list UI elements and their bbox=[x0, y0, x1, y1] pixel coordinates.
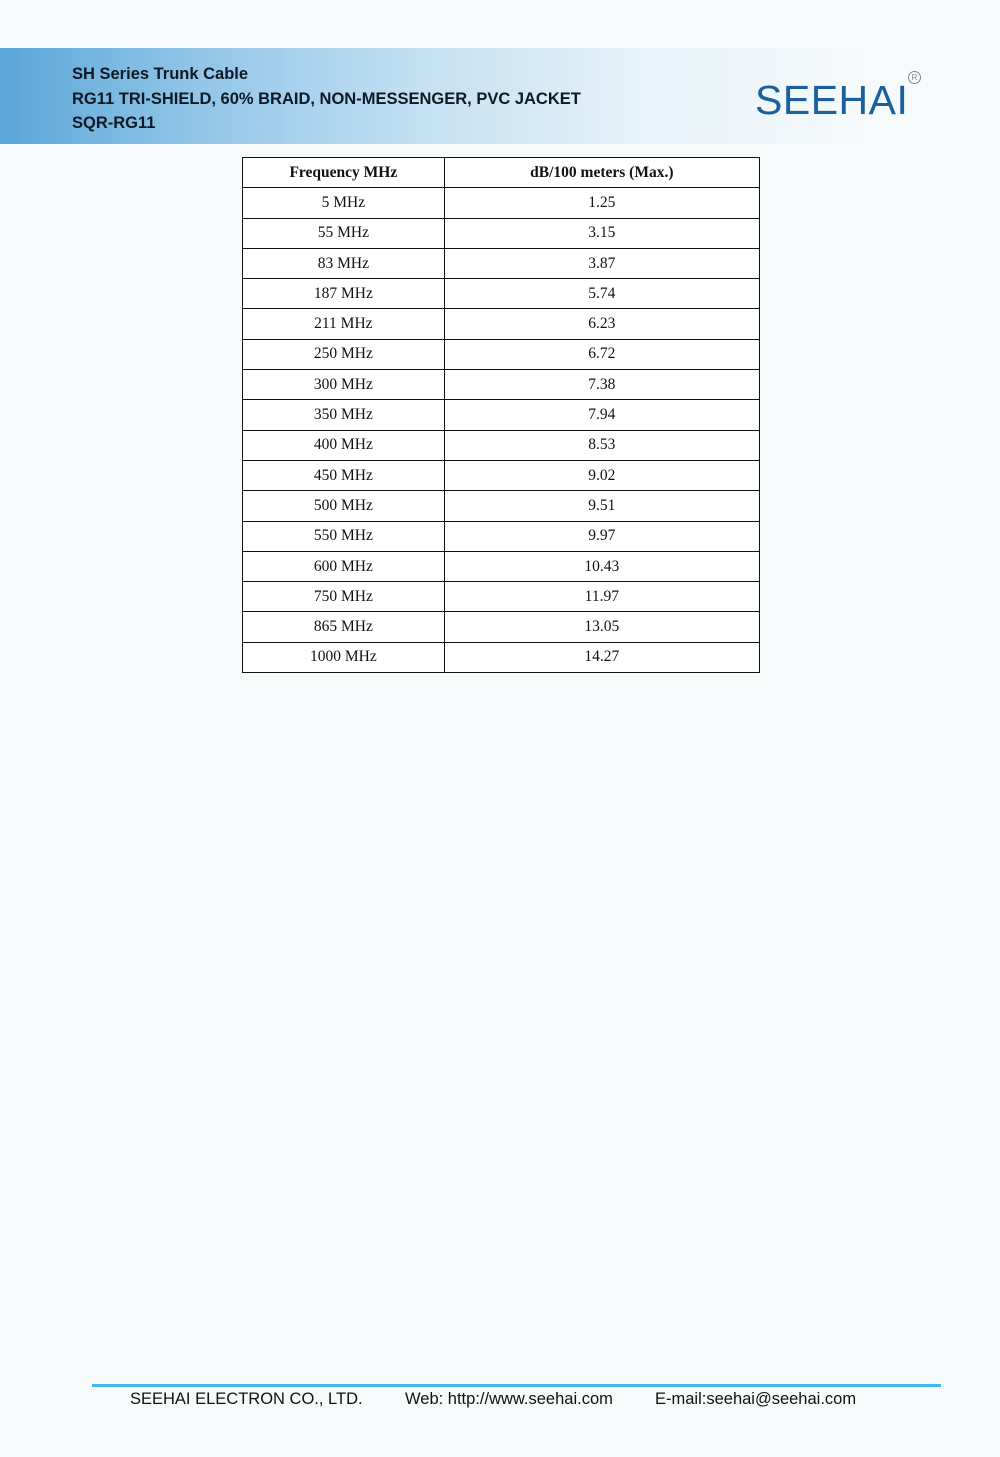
frequency-cell: 750 MHz bbox=[243, 582, 445, 612]
frequency-cell: 600 MHz bbox=[243, 551, 445, 581]
frequency-cell: 865 MHz bbox=[243, 612, 445, 642]
frequency-cell: 300 MHz bbox=[243, 370, 445, 400]
attenuation-cell: 13.05 bbox=[444, 612, 759, 642]
frequency-cell: 250 MHz bbox=[243, 339, 445, 369]
frequency-cell: 500 MHz bbox=[243, 491, 445, 521]
seehai-logo: SEEHAI bbox=[755, 77, 909, 123]
table-header-row bbox=[243, 158, 760, 188]
column-header-frequency: Frequency MHz bbox=[243, 158, 445, 188]
attenuation-cell: 10.43 bbox=[444, 551, 759, 581]
attenuation-cell: 6.23 bbox=[444, 309, 759, 339]
attenuation-cell: 11.97 bbox=[444, 582, 759, 612]
footer-company-name: SEEHAI ELECTRON CO., LTD. bbox=[130, 1390, 363, 1408]
table-row bbox=[243, 582, 760, 612]
attenuation-cell: 7.94 bbox=[444, 400, 759, 430]
attenuation-cell: 1.25 bbox=[444, 188, 759, 218]
footer-website: Web: http://www.seehai.com bbox=[405, 1390, 613, 1408]
table-row bbox=[243, 521, 760, 551]
frequency-cell: 350 MHz bbox=[243, 400, 445, 430]
table-row bbox=[243, 491, 760, 521]
table-row bbox=[243, 430, 760, 460]
attenuation-cell: 9.51 bbox=[444, 491, 759, 521]
table-row bbox=[243, 309, 760, 339]
attenuation-cell: 5.74 bbox=[444, 279, 759, 309]
table-row bbox=[243, 218, 760, 248]
table-row bbox=[243, 642, 760, 672]
footer-divider bbox=[92, 1384, 941, 1387]
frequency-cell: 211 MHz bbox=[243, 309, 445, 339]
attenuation-cell: 9.97 bbox=[444, 521, 759, 551]
table-row bbox=[243, 370, 760, 400]
attenuation-table bbox=[242, 157, 760, 673]
attenuation-cell: 9.02 bbox=[444, 460, 759, 490]
table-row bbox=[243, 248, 760, 278]
table-row bbox=[243, 339, 760, 369]
attenuation-cell: 6.72 bbox=[444, 339, 759, 369]
frequency-cell: 83 MHz bbox=[243, 248, 445, 278]
table-row bbox=[243, 460, 760, 490]
table-row bbox=[243, 612, 760, 642]
frequency-cell: 450 MHz bbox=[243, 460, 445, 490]
footer-email: E-mail:seehai@seehai.com bbox=[655, 1390, 857, 1408]
table-row bbox=[243, 188, 760, 218]
frequency-cell: 550 MHz bbox=[243, 521, 445, 551]
product-description: RG11 TRI-SHIELD, 60% BRAID, NON-MESSENGER, PVC JACKET bbox=[72, 89, 581, 108]
frequency-cell: 400 MHz bbox=[243, 430, 445, 460]
frequency-cell: 55 MHz bbox=[243, 218, 445, 248]
header-title-block bbox=[72, 62, 581, 136]
table-row bbox=[243, 400, 760, 430]
attenuation-cell: 3.15 bbox=[444, 218, 759, 248]
product-code: SQR-RG11 bbox=[72, 114, 156, 132]
attenuation-cell: 3.87 bbox=[444, 248, 759, 278]
attenuation-cell: 7.38 bbox=[444, 370, 759, 400]
series-title: SH Series Trunk Cable bbox=[72, 65, 249, 83]
frequency-cell: 187 MHz bbox=[243, 279, 445, 309]
frequency-cell: 1000 MHz bbox=[243, 642, 445, 672]
table-row bbox=[243, 279, 760, 309]
attenuation-cell: 8.53 bbox=[444, 430, 759, 460]
table-row bbox=[243, 551, 760, 581]
column-header-attenuation: dB/100 meters (Max.) bbox=[444, 158, 759, 188]
attenuation-cell: 14.27 bbox=[444, 642, 759, 672]
frequency-cell: 5 MHz bbox=[243, 188, 445, 218]
registered-mark-icon: R bbox=[908, 71, 921, 84]
